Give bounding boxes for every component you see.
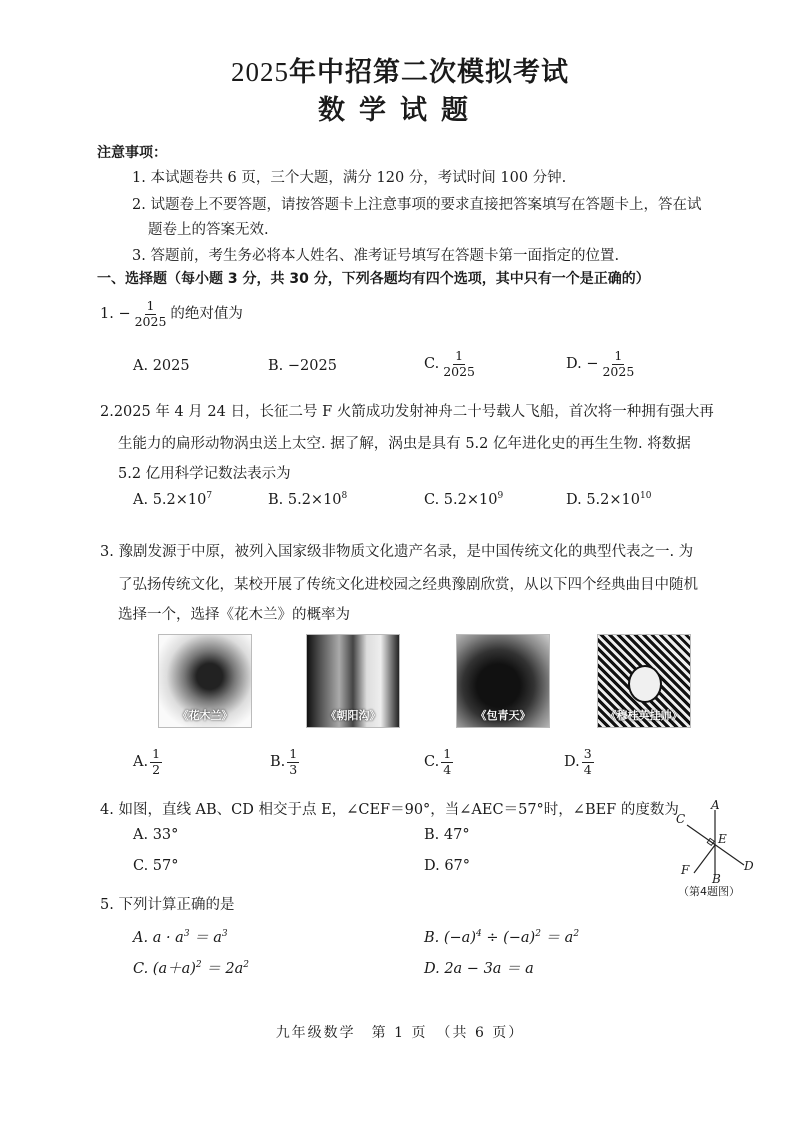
denominator: 4 [583, 761, 592, 777]
option-text: A. 5.2×10 [133, 492, 207, 508]
expr-part: ＝ a [189, 930, 222, 946]
figure-face [628, 665, 662, 703]
denominator: 2 [152, 761, 161, 777]
page-footer: 九年级数学 第 1 页 （共 6 页） [275, 1025, 525, 1041]
fraction [150, 748, 162, 776]
q3-option-d[interactable] [564, 748, 596, 776]
question-4-figure [660, 795, 780, 900]
option-text: B. 5.2×10 [268, 492, 342, 508]
point-f-label: F [681, 863, 690, 877]
option-label: C. [424, 356, 440, 372]
denominator: 3 [289, 761, 298, 777]
q3-option-b[interactable] [270, 748, 301, 776]
opera-image-hua-mu-lan [158, 634, 252, 728]
note-2-cont: 题卷上的答案无效. [148, 222, 269, 238]
q1-option-d[interactable] [566, 350, 638, 378]
exponent: 9 [497, 491, 504, 502]
exam-year: 2025 [231, 57, 289, 87]
option-label: B. [270, 754, 286, 770]
question-5-stem: 5. 下列计算正确的是 [100, 897, 235, 913]
q4-option-c[interactable]: C. 57° [133, 858, 179, 874]
expr-part: A. a · a [133, 930, 184, 946]
fraction [441, 350, 477, 378]
image-caption: 《穆桂英挂帅》 [605, 709, 683, 722]
expr-part: ＝ a [540, 930, 574, 946]
q4-option-b[interactable]: B. 47° [424, 827, 470, 843]
exam-title-text: 年中招第二次模拟考试 [289, 57, 569, 88]
point-b-label: B [712, 872, 721, 886]
numerator: 1 [152, 746, 161, 761]
numerator: 3 [583, 746, 592, 761]
q5-option-d[interactable]: D. 2a − 3a ＝ a [424, 961, 534, 977]
expr-part: C. (a＋a) [133, 961, 196, 977]
q4-option-d[interactable]: D. 67° [424, 858, 471, 874]
q5-option-a[interactable] [133, 926, 228, 947]
q3-option-a[interactable] [133, 748, 164, 776]
image-caption: 《包青天》 [475, 709, 531, 722]
exponent: 4 [475, 929, 482, 940]
option-label: D. − [566, 356, 599, 372]
minus-sign: − [118, 306, 131, 322]
opera-image-mu-gui-ying [597, 634, 691, 728]
q2-option-c[interactable] [424, 492, 503, 508]
fraction [582, 748, 594, 776]
image-caption: 《朝阳沟》 [325, 709, 381, 722]
q2-option-a[interactable] [133, 492, 212, 508]
q5-option-b[interactable] [424, 926, 579, 947]
question-3-line-1: 3. 豫剧发源于中原，被列入国家级非物质文化遗产名录，是中国传统文化的典型代表之一. 为 [100, 544, 694, 560]
question-2-line-1: 2.2025 年 4 月 24 日，长征二号 F 火箭成功发射神舟二十号载人飞船，首次将一种拥有强大再 [100, 404, 714, 420]
question-number: 1. [100, 306, 114, 322]
note-2: 2. 试题卷上不要答题，请按答题卡上注意事项的要求直接把答案填写在答题卡上，答在试 [132, 197, 702, 213]
exponent: 2 [195, 960, 202, 971]
note-1: 1. 本试题卷共 6 页，三个大题，满分 120 分，考试时间 100 分钟. [132, 170, 567, 186]
option-text: D. 5.2×10 [566, 492, 640, 508]
question-2-line-3: 5.2 亿用科学记数法表示为 [118, 466, 291, 482]
point-e-label: E [718, 832, 727, 846]
stem-text: 的绝对值为 [170, 306, 243, 322]
q2-option-d[interactable] [566, 492, 651, 508]
option-label: C. [424, 754, 440, 770]
denominator: 4 [443, 761, 452, 777]
exponent: 3 [183, 929, 190, 940]
denominator: 2025 [443, 363, 475, 379]
exam-subtitle: 数学试题 [318, 95, 482, 126]
q3-option-c[interactable] [424, 748, 455, 776]
q2-option-b[interactable] [268, 492, 347, 508]
expr-part: ＝ 2a [201, 961, 244, 977]
q1-option-a[interactable]: A. 2025 [133, 358, 190, 374]
fraction [287, 748, 299, 776]
exponent: 2 [535, 929, 541, 940]
point-a-label: A [711, 798, 720, 812]
fraction [441, 748, 453, 776]
numerator: 1 [614, 348, 623, 363]
numerator: 1 [146, 298, 155, 313]
q4-option-a[interactable]: A. 33° [133, 827, 179, 843]
figure-caption: （第4题图） [678, 885, 740, 898]
note-3: 3. 答题前，考生务必将本人姓名、准考证号填写在答题卡第一面指定的位置. [132, 248, 620, 264]
numerator: 1 [455, 348, 464, 363]
point-d-label: D [744, 859, 754, 873]
fraction [600, 350, 636, 378]
option-label: A. [133, 754, 149, 770]
question-1-stem [100, 300, 243, 328]
q5-option-c[interactable] [133, 957, 249, 978]
q1-option-b[interactable]: B. −2025 [268, 358, 337, 374]
expr-part: ÷ (−a) [481, 930, 536, 946]
point-c-label: C [676, 812, 686, 826]
opera-image-zhao-yang-gou [306, 634, 400, 728]
option-text: C. 5.2×10 [424, 492, 498, 508]
exam-title [0, 50, 800, 89]
numerator: 1 [443, 746, 452, 761]
exponent: 10 [640, 491, 652, 502]
section-heading: 一、选择题（每小题 3 分，共 30 分，下列各题均有四个选项，其中只有一个是正确的） [97, 271, 650, 287]
question-2-line-2: 生能力的扁形动物涡虫送上太空. 据了解，涡虫是具有 5.2 亿年进化史的再生生物. 将数据 [118, 436, 691, 452]
exponent: 2 [573, 929, 580, 940]
notes-heading: 注意事项： [97, 145, 167, 161]
question-4-stem: 4. 如图，直线 AB、CD 相交于点 E，∠CEF＝90°，当∠AEC＝57°时，∠BEF 的度数为 [100, 802, 679, 818]
denominator: 2025 [134, 313, 167, 329]
question-3-line-3: 选择一个，选择《花木兰》的概率为 [118, 607, 350, 623]
image-caption: 《花木兰》 [177, 709, 233, 722]
exponent: 8 [341, 491, 348, 502]
fraction [133, 300, 169, 328]
question-3-line-2: 了弘扬传统文化，某校开展了传统文化进校园之经典豫剧欣赏，从以下四个经典曲目中随机 [118, 577, 698, 593]
exponent: 2 [243, 960, 249, 971]
numerator: 1 [289, 746, 298, 761]
option-label: D. [564, 754, 580, 770]
exponent: 3 [221, 929, 228, 940]
q1-option-c[interactable] [424, 350, 479, 378]
expr-part: B. (−a) [424, 930, 476, 946]
opera-image-bao-qing-tian [456, 634, 550, 728]
denominator: 2025 [602, 363, 635, 379]
exponent: 7 [206, 491, 213, 502]
